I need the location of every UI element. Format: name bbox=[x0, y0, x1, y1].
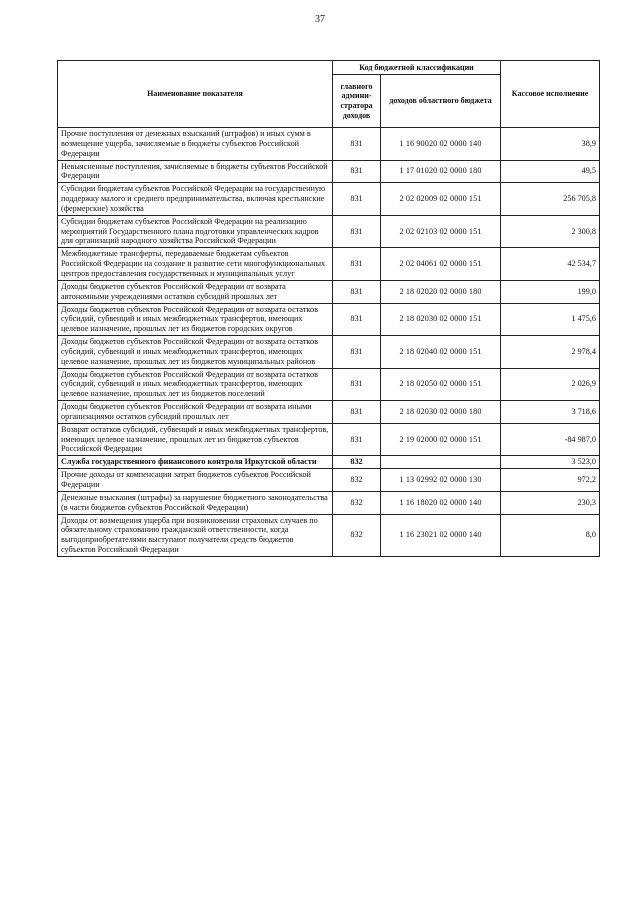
row-admin-code: 831 bbox=[333, 248, 381, 281]
row-budget-code bbox=[381, 456, 501, 469]
row-admin-code: 831 bbox=[333, 336, 381, 369]
row-amount: 49,5 bbox=[501, 160, 600, 183]
row-name: Прочие доходы от компенсации затрат бюджетов субъектов Российской Федерации bbox=[58, 469, 333, 492]
row-budget-code: 2 18 02050 02 0000 151 bbox=[381, 368, 501, 401]
row-admin-code: 831 bbox=[333, 303, 381, 336]
row-amount: 199,0 bbox=[501, 280, 600, 303]
row-admin-code: 831 bbox=[333, 368, 381, 401]
row-amount: 38,9 bbox=[501, 128, 600, 161]
row-admin-code: 831 bbox=[333, 128, 381, 161]
row-name: Возврат остатков субсидий, субвенций и иных межбюджетных трансфертов, имеющих целевое назначение, прошлых лет из бюджетов субъектов Российской Федерации bbox=[58, 423, 333, 456]
row-name: Доходы бюджетов субъектов Российской Федерации от возврата остатков субсидий, субвенций и иных межбюджетных трансфертов, имеющих целевое назначение, прошлых лет из бюджетов муниципальных районов bbox=[58, 336, 333, 369]
row-admin-code: 831 bbox=[333, 401, 381, 424]
table-row bbox=[58, 491, 600, 514]
row-amount: 3 523,0 bbox=[501, 456, 600, 469]
row-budget-code: 2 18 02030 02 0000 151 bbox=[381, 303, 501, 336]
table-row bbox=[58, 456, 600, 469]
row-name: Субсидии бюджетам субъектов Российской Федерации на реализацию мероприятий Государственного плана подготовки управленческих кадров для организаций народного хозяйства Российской Федерации bbox=[58, 215, 333, 248]
header-admin: главного админи-стратора доходов bbox=[333, 75, 381, 128]
budget-table bbox=[57, 60, 600, 557]
row-admin-code: 832 bbox=[333, 469, 381, 492]
table-row bbox=[58, 248, 600, 281]
table-row bbox=[58, 183, 600, 216]
row-name: Служба государственного финансового контроля Иркутской области bbox=[58, 456, 333, 469]
row-admin-code: 832 bbox=[333, 456, 381, 469]
header-row bbox=[58, 61, 600, 75]
row-name: Доходы бюджетов субъектов Российской Федерации от возврата остатков субсидий, субвенций и иных межбюджетных трансфертов, имеющих целевое назначение, прошлых лет из бюджетов поселений bbox=[58, 368, 333, 401]
row-name: Доходы от возмещения ущерба при возникновении страховых случаев по обязательному страхованию гражданской ответственности, когда выгодоприобретателями выступают получатели средств бюджетов субъектов Российской Федерации bbox=[58, 514, 333, 556]
table-row bbox=[58, 128, 600, 161]
table-row bbox=[58, 368, 600, 401]
row-budget-code: 2 18 02040 02 0000 151 bbox=[381, 336, 501, 369]
header-code-group: Код бюджетной классификации bbox=[333, 61, 501, 75]
table-row bbox=[58, 280, 600, 303]
row-name: Субсидии бюджетам субъектов Российской Федерации на государственную поддержку малого и среднего предпринимательства, включая крестьянские (фермерские) хозяйства bbox=[58, 183, 333, 216]
row-budget-code: 2 02 04061 02 0000 151 bbox=[381, 248, 501, 281]
row-name: Прочие поступления от денежных взысканий (штрафов) и иных сумм в возмещение ущерба, зачисляемые в бюджеты субъектов Российской Федерации bbox=[58, 128, 333, 161]
page-number: 37 bbox=[315, 14, 325, 25]
header-name: Наименование показателя bbox=[58, 61, 333, 128]
row-name: Доходы бюджетов субъектов Российской Федерации от возврата автономными учреждениями остатков субсидий прошлых лет bbox=[58, 280, 333, 303]
row-budget-code: 1 16 90020 02 0000 140 bbox=[381, 128, 501, 161]
row-admin-code: 831 bbox=[333, 160, 381, 183]
table-row bbox=[58, 514, 600, 556]
row-budget-code: 1 16 18020 02 0000 140 bbox=[381, 491, 501, 514]
table-row bbox=[58, 469, 600, 492]
table-row bbox=[58, 215, 600, 248]
table-row bbox=[58, 423, 600, 456]
row-admin-code: 831 bbox=[333, 215, 381, 248]
row-budget-code: 2 18 02030 02 0000 180 bbox=[381, 401, 501, 424]
row-amount: 1 475,6 bbox=[501, 303, 600, 336]
row-admin-code: 832 bbox=[333, 514, 381, 556]
row-budget-code: 1 17 01020 02 0000 180 bbox=[381, 160, 501, 183]
row-name: Невыясненные поступления, зачисляемые в бюджеты субъектов Российской Федерации bbox=[58, 160, 333, 183]
row-budget-code: 1 16 23021 02 0000 140 bbox=[381, 514, 501, 556]
row-amount: 2 978,4 bbox=[501, 336, 600, 369]
row-admin-code: 832 bbox=[333, 491, 381, 514]
row-budget-code: 2 02 02009 02 0000 151 bbox=[381, 183, 501, 216]
row-amount: 3 718,6 bbox=[501, 401, 600, 424]
row-amount: 42 534,7 bbox=[501, 248, 600, 281]
row-amount: 2 026,9 bbox=[501, 368, 600, 401]
table-row bbox=[58, 303, 600, 336]
row-admin-code: 831 bbox=[333, 280, 381, 303]
row-name: Доходы бюджетов субъектов Российской Федерации от возврата иными организациями остатков субсидий прошлых лет bbox=[58, 401, 333, 424]
row-amount: 2 300,8 bbox=[501, 215, 600, 248]
row-amount: 230,3 bbox=[501, 491, 600, 514]
table-body bbox=[58, 128, 600, 557]
row-name: Межбюджетные трансферты, передаваемые бюджетам субъектов Российской Федерации на создание и развитие сети многофункциональных центров предоставления государственных и муниципальных услуг bbox=[58, 248, 333, 281]
table-row bbox=[58, 336, 600, 369]
header-execution: Кассовое исполнение bbox=[501, 61, 600, 128]
row-amount: 256 705,8 bbox=[501, 183, 600, 216]
table-row bbox=[58, 401, 600, 424]
row-budget-code: 2 18 02020 02 0000 180 bbox=[381, 280, 501, 303]
table-row bbox=[58, 160, 600, 183]
row-amount: -84 987,0 bbox=[501, 423, 600, 456]
row-budget-code: 1 13 02992 02 0000 130 bbox=[381, 469, 501, 492]
row-budget-code: 2 02 02103 02 0000 151 bbox=[381, 215, 501, 248]
row-name: Денежные взыскания (штрафы) за нарушение бюджетного законодательства (в части бюджетов субъектов Российской Федерации) bbox=[58, 491, 333, 514]
row-admin-code: 831 bbox=[333, 423, 381, 456]
header-income: доходов областного бюджета bbox=[381, 75, 501, 128]
row-amount: 972,2 bbox=[501, 469, 600, 492]
row-admin-code: 831 bbox=[333, 183, 381, 216]
row-amount: 8,0 bbox=[501, 514, 600, 556]
row-name: Доходы бюджетов субъектов Российской Федерации от возврата остатков субсидий, субвенций и иных межбюджетных трансфертов, имеющих целевое назначение, прошлых лет из бюджетов городских округов bbox=[58, 303, 333, 336]
row-budget-code: 2 19 02000 02 0000 151 bbox=[381, 423, 501, 456]
